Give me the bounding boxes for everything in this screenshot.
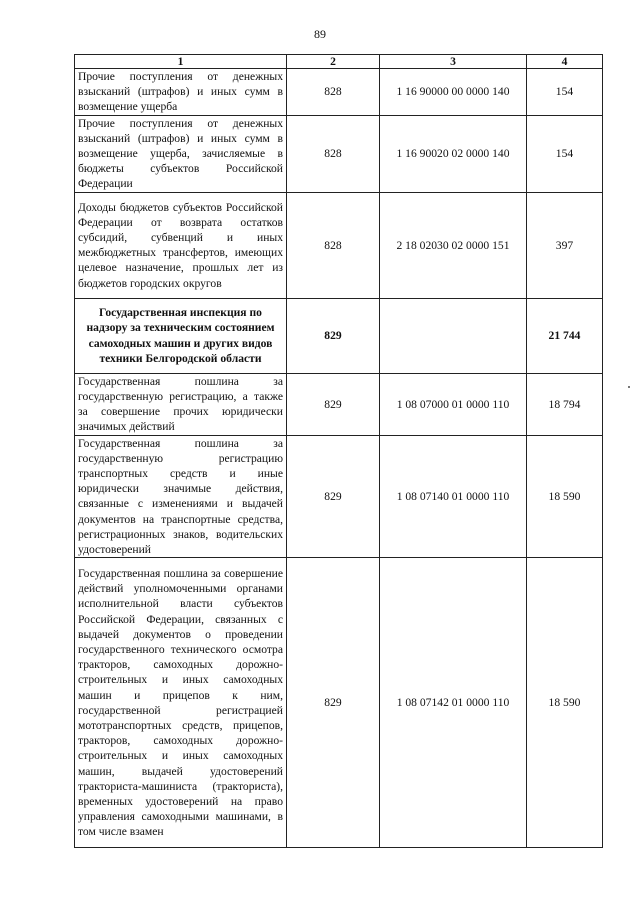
row-kbk: 2 18 02030 02 0000 151 [380, 192, 527, 298]
row-name: Государственная пошлина за государственную регистрацию транспортных средств и иные юридически значимые действия, связанные с изменениями и выдачей документов на транспортные средства, регистрационных знаков, водительских удостоверений [75, 435, 287, 558]
row-kbk: 1 08 07000 01 0000 110 [380, 373, 527, 435]
table-row [75, 558, 603, 848]
row-name: Прочие поступления от денежных взысканий (штрафов) и иных сумм в возмещение ущерба [75, 69, 287, 116]
row-amount: 21 744 [527, 298, 603, 373]
row-name: Прочие поступления от денежных взысканий (штрафов) и иных сумм в возмещение ущерба, зачисляемые в бюджеты субъектов Российской Федерации [75, 115, 287, 192]
row-amount: 18 590 [527, 435, 603, 558]
row-admin-code: 829 [287, 373, 380, 435]
row-kbk: 1 08 07142 01 0000 110 [380, 558, 527, 848]
row-admin-code: 828 [287, 69, 380, 116]
row-name: Государственная пошлина за совершение действий уполномоченными органами исполнительной власти субъектов Российской Федерации, связанных с выдачей документов о проведении государственного технического осмотра тракторов, самоходных дорожно-строительных и иных самоходных машин и прицепов к ним, государственной регистрацией мототранспортных средств, прицепов, тракторов, самоходных дорожно-строительных и иных самоходных машин, выдачей удостоверений тракториста-машиниста (тракториста), временных удостоверений на право управления самоходными машинами, в том числе взамен [75, 558, 287, 848]
table-row [75, 69, 603, 116]
row-amount: 154 [527, 115, 603, 192]
row-name: Доходы бюджетов субъектов Российской Федерации от возврата остатков субсидий, субвенций и иных межбюджетных трансфертов, имеющих целевое назначение, прошлых лет из бюджетов городских округов [75, 192, 287, 298]
revenue-table [74, 54, 603, 848]
row-amount: 18 590 [527, 558, 603, 848]
row-amount: 18 794 [527, 373, 603, 435]
row-name: Государственная пошлина за государственную регистрацию, а также за совершение прочих юридически значимых действий [75, 373, 287, 435]
table-row [75, 115, 603, 192]
table-row [75, 192, 603, 298]
row-admin-code: 829 [287, 298, 380, 373]
row-kbk: 1 16 90020 02 0000 140 [380, 115, 527, 192]
page-number: 89 [314, 27, 326, 41]
row-amount: 154 [527, 69, 603, 116]
header-col-2: 2 [287, 55, 380, 69]
table-row [75, 373, 603, 435]
row-kbk [380, 298, 527, 373]
row-admin-code: 829 [287, 558, 380, 848]
header-col-3: 3 [380, 55, 527, 69]
table-row [75, 435, 603, 558]
row-amount: 397 [527, 192, 603, 298]
row-admin-code: 828 [287, 115, 380, 192]
header-col-1: 1 [75, 55, 287, 69]
row-admin-code: 828 [287, 192, 380, 298]
table-row-section [75, 298, 603, 373]
scan-speck [628, 386, 630, 388]
row-name: Государственная инспекция по надзору за техническим состоянием самоходных машин и других видов техники Белгородской области [75, 298, 287, 373]
header-col-4: 4 [527, 55, 603, 69]
row-admin-code: 829 [287, 435, 380, 558]
row-kbk: 1 08 07140 01 0000 110 [380, 435, 527, 558]
row-kbk: 1 16 90000 00 0000 140 [380, 69, 527, 116]
header-row [75, 55, 603, 69]
